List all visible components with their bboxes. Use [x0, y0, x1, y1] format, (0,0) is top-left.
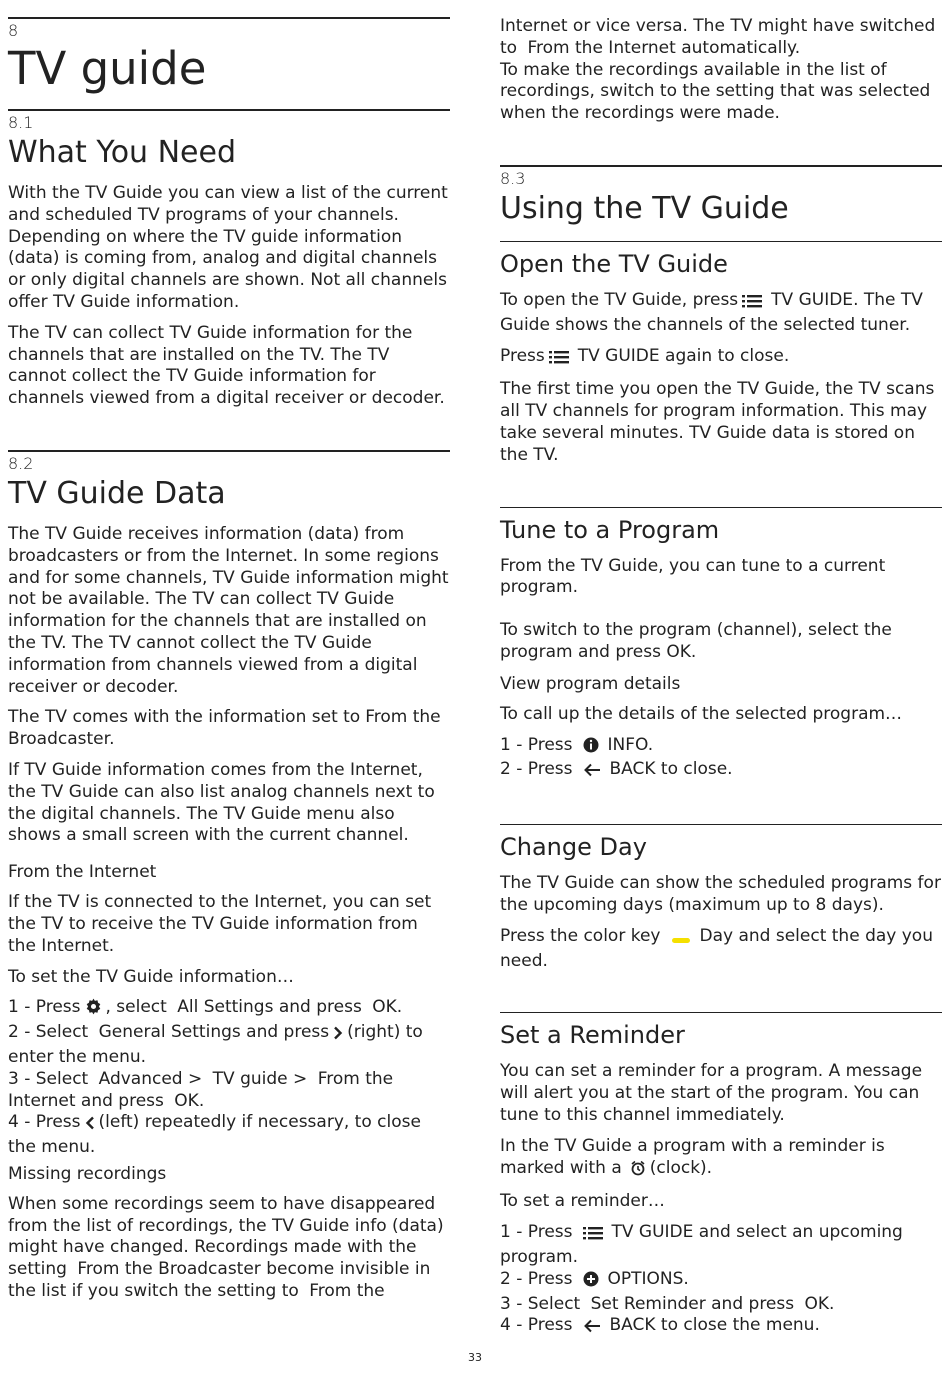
back-arrow-icon: [583, 1318, 601, 1340]
paragraph: In the TV Guide a program with a reminder is marked with a (clock).: [500, 1136, 942, 1183]
gear-icon: [85, 998, 102, 1022]
chevron-right-icon: [333, 1025, 343, 1047]
paragraph: Press the color key Day and select the day you need.: [500, 925, 933, 971]
tv-guide-icon: [583, 1225, 603, 1247]
paragraph: If TV Guide information comes from the Internet, the TV Guide can also list analog channels next to the digital channels. The TV Guide menu also shows a small screen with the current channel.: [8, 759, 435, 846]
section-title: Using the TV Guide: [500, 190, 789, 226]
step: 4 - Press BACK to close the menu.: [500, 1315, 942, 1340]
paragraph: With the TV Guide you can view a list of the current and scheduled TV programs of your channels. Depending on where the TV guide information (data) is coming from, analog and digital channels or only digital channels are shown. Not all channels offer TV Guide information.: [8, 183, 448, 312]
yellow-key-icon: [672, 929, 690, 951]
section-title: TV Guide Data: [8, 475, 226, 511]
chapter-rule: [8, 17, 450, 19]
subsection-title: Change Day: [500, 833, 647, 862]
subheading: Missing recordings: [8, 1163, 167, 1184]
step: 1 - Press TV GUIDE and select an upcoming program.: [500, 1222, 903, 1267]
paragraph: To make the recordings available in the list of recordings, switch to the setting that was selected when the recordings were made.: [500, 59, 931, 124]
step: 3 - Select Advanced > TV guide > From the Internet and press OK.: [8, 1068, 394, 1111]
page-number: 33: [468, 1351, 482, 1364]
paragraph: Press TV GUIDE again to close.: [500, 346, 942, 371]
chapter-title: TV guide: [8, 42, 207, 95]
paragraph: The TV Guide can show the scheduled programs for the upcoming days (maximum up to 8 days).: [500, 873, 941, 915]
step: 2 - Press OPTIONS.: [500, 1269, 942, 1294]
paragraph: To set the TV Guide information…: [8, 966, 294, 987]
paragraph: The first time you open the TV Guide, the TV scans all TV channels for program information. This may take several minutes. TV Guide data is stored on the TV.: [500, 379, 935, 465]
section-number: 8.1: [8, 113, 34, 132]
paragraph: To call up the details of the selected program…: [500, 703, 903, 724]
chevron-left-icon: [85, 1115, 95, 1137]
info-icon: [583, 737, 599, 760]
right-column: [500, 0, 942, 1340]
step: 3 - Select Set Reminder and press OK.: [500, 1293, 835, 1314]
subsection-rule: [500, 824, 942, 825]
paragraph: From the TV Guide, you can tune to a current program.: [500, 555, 886, 598]
paragraph: To open the TV Guide, press TV GUIDE. The TV Guide shows the channels of the selected tuner.: [500, 289, 923, 335]
subsection-title: Tune to a Program: [500, 515, 720, 544]
subsection-rule: [500, 1012, 942, 1013]
subsection-rule: [500, 507, 942, 508]
left-column: [8, 0, 450, 1303]
section-number: 8.2: [8, 453, 34, 473]
paragraph: If the TV is connected to the Internet, you can set the TV to receive the TV Guide information from the Internet.: [8, 892, 432, 956]
clock-icon: [630, 1160, 646, 1183]
subheading: From the Internet: [8, 862, 157, 883]
paragraph: The TV can collect TV Guide information for the channels that are installed on the TV. The TV cannot collect the TV Guide information for channels viewed from a digital receiver or decoder.: [8, 322, 445, 409]
step: 1 - Press , select All Settings and press OK.: [8, 997, 450, 1022]
step: 2 - Press BACK to close.: [500, 759, 942, 784]
paragraph: The TV Guide receives information (data) from broadcasters or from the Internet. In some regions and for some channels, TV Guide information might not be available. The TV can collect TV Guide information for the channels that are installed on the TV. The TV cannot collect the TV Guide information from channels viewed from a digital receiver or decoder.: [8, 523, 449, 697]
section-number: 8.3: [500, 168, 526, 188]
paragraph: When some recordings seem to have disappeared from the list of recordings, the TV Guide info (data) might have changed. Recordings made with the setting From the Broadcaster become invisible in the list if you switch the setting to From the: [8, 1193, 444, 1302]
section-title: What You Need: [8, 135, 237, 170]
paragraph: You can set a reminder for a program. A message will alert you at the start of the program. You can tune to this channel immediately.: [500, 1061, 923, 1125]
step: 4 - Press (left) repeatedly if necessary, to close the menu.: [8, 1112, 421, 1158]
paragraph: To set a reminder…: [500, 1191, 665, 1212]
subheading: View program details: [500, 673, 681, 694]
section-rule: [8, 450, 450, 452]
paragraph: To switch to the program (channel), select the program and press OK.: [500, 620, 892, 662]
chapter-number: 8: [8, 21, 19, 40]
paragraph: The TV comes with the information set to From the Broadcaster.: [8, 707, 441, 750]
paragraph: Internet or vice versa. The TV might have switched to From the Internet automatically.: [500, 16, 936, 58]
subsection-rule: [500, 241, 942, 242]
step: 2 - Select General Settings and press (right) to enter the menu.: [8, 1022, 423, 1067]
back-arrow-icon: [583, 762, 601, 784]
subsection-title: Open the TV Guide: [500, 249, 728, 278]
section-rule: [8, 109, 450, 111]
step: 1 - Press INFO.: [500, 735, 942, 760]
tv-guide-icon: [742, 293, 762, 315]
options-icon: [583, 1271, 599, 1294]
subsection-title: Set a Reminder: [500, 1021, 685, 1050]
section-rule: [500, 165, 942, 167]
tv-guide-icon: [549, 349, 569, 371]
